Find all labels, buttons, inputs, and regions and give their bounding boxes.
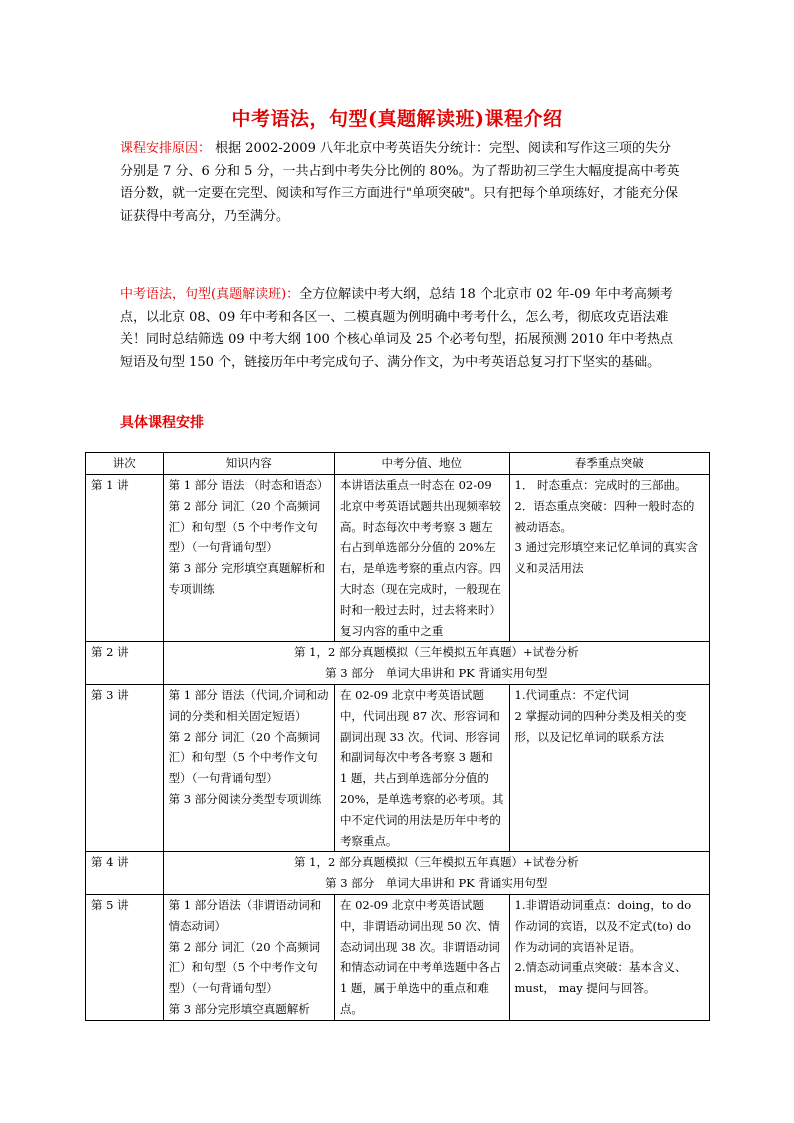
content-line: 第 2 部分 词汇（20 个高频词汇）和句型（5 个中考作文句型）（一句背诵句型） (168, 498, 321, 555)
course-paragraph (120, 284, 680, 374)
focus-cell (509, 894, 709, 1020)
content-line: 第 1 部分 语法（代词,介词和动词的分类和相关固定短语） (168, 687, 329, 723)
intro-text: 根据 2002-2009 八年北京中考英语失分统计：完型、阅读和写作这三项的失分分别是 7 分、6 分和 5 分，一共占到中考失分比例的 80%。为了帮助初三学生大幅度提高中考英语分数，就一定要在完型、阅读和写作三方面进行"单项突破"。只有把每个单项练好，才能充分保证获得中考高分，乃至满分。 (120, 141, 680, 224)
status-cell: 在 02-09 北京中考英语试题中，非谓语动词出现 50 次、情态动词出现 38 次。非谓语动词和情态动词在中考单选题中各占 1 题，属于单选中的重点和难点。 (334, 894, 509, 1020)
table-row (86, 684, 710, 851)
lecture-cell: 第 5 讲 (86, 894, 164, 1020)
focus-line: 1.非谓语动词重点：doing，to do 作动词的宾语，以及不定式(to) do 作为动词的宾语补足语。 (514, 897, 692, 954)
focus-line: 2.情态动词重点突破：基本含义、must， may 提问与回答。 (514, 960, 687, 996)
lecture-cell: 第 1 讲 (86, 475, 164, 642)
page-title: 中考语法，句型(真题解读班)课程介绍 (231, 108, 563, 130)
focus-line: 2 掌握动词的四种分类及相关的变形，以及记忆单词的联系方法 (514, 708, 687, 744)
merged-cell (163, 642, 709, 685)
lecture-cell: 第 2 讲 (86, 642, 164, 685)
lecture-cell: 第 3 讲 (86, 684, 164, 851)
content-line: 第 3 部分完形填空真题解析 (168, 1001, 310, 1016)
table-row (86, 475, 710, 642)
focus-line: 3 通过完形填空来记忆单词的真实含义和灵活用法 (514, 540, 698, 576)
merged-line: 第 1，2 部分真题模拟（三年模拟五年真题）+试卷分析 (294, 645, 579, 660)
content-line: 第 3 部分 完形填空真题解析和专项训练 (168, 561, 325, 596)
status-cell: 本讲语法重点一时态在 02-09 北京中考英语试题共出现频率较高。时态每次中考考察 3 题左右占到单选部分分值的 20%左右，是单选考察的重点内容。四大时态（现在完成时，一般现在时和一般过去时，过去将来时）复习内容的重中之重 (334, 475, 509, 642)
schedule-heading: 具体课程安排 (120, 415, 204, 431)
merged-line: 第 1，2 部分真题模拟（三年模拟五年真题）+试卷分析 (294, 855, 579, 870)
intro-label: 课程安排原因： (120, 141, 212, 156)
content-cell (163, 475, 334, 642)
focus-line: 1.代词重点：不定代词 (514, 687, 629, 702)
content-line: 第 3 部分阅读分类型专项训练 (168, 791, 322, 806)
header-status: 中考分值、地位 (334, 453, 509, 475)
merged-line: 第 3 部分 单词大串讲和 PK 背诵实用句型 (325, 666, 548, 681)
focus-cell (509, 684, 709, 851)
focus-line: 1． 时态重点：完成时的三部曲。 (514, 478, 687, 492)
table-header-row (86, 453, 710, 475)
focus-cell (509, 475, 709, 642)
content-cell (163, 684, 334, 851)
content-line: 第 1 部分 语法 （时态和语态） (168, 478, 329, 492)
schedule-table (85, 452, 710, 1021)
header-lecture: 讲次 (86, 453, 164, 475)
intro-paragraph (120, 138, 680, 228)
focus-line: 2．语态重点突破：四种一般时态的被动语态。 (514, 498, 695, 534)
course-text: 全方位解读中考大纲，总结 18 个北京市 02 年-09 年中考高频考点，以北京 08、09 年中考和各区一、二模真题为例明确中考考什么，怎么考，彻底攻克语法难关！同时总结筛选 09 中考大纲 100 个核心单词及 25 个必考句型，拓展预测 2010 年中考热点短语及句型 150 个，链接历年中考完成句子、满分作文，为中考英语总复习打下坚实的基础。 (120, 287, 674, 370)
table-row (86, 642, 710, 685)
content-line: 第 1 部分语法（非谓语动词和情态动词） (168, 897, 322, 933)
header-focus: 春季重点突破 (509, 453, 709, 475)
content-cell (163, 894, 334, 1020)
content-line: 第 2 部分 词汇（20 个高频词汇）和句型（5 个中考作文句型）（一句背诵句型） (168, 939, 321, 996)
lecture-cell: 第 4 讲 (86, 852, 164, 895)
merged-line: 第 3 部分 单词大串讲和 PK 背诵实用句型 (325, 876, 548, 891)
course-label: 中考语法，句型(真题解读班)： (120, 287, 300, 302)
merged-cell (163, 852, 709, 895)
content-line: 第 2 部分 词汇（20 个高频词汇）和句型（5 个中考作文句型）（一句背诵句型） (168, 729, 321, 786)
table-row (86, 894, 710, 1020)
header-content: 知识内容 (163, 453, 334, 475)
table-row (86, 852, 710, 895)
status-cell: 在 02-09 北京中考英语试题中，代词出现 87 次、形容词和副词出现 33 次。代词、形容词和副词每次中考各考察 3 题和 1 题，共占到单选部分分值的 20%，是单选考察的必考项。其中不定代词的用法是历年中考的考察重点。 (334, 684, 509, 851)
